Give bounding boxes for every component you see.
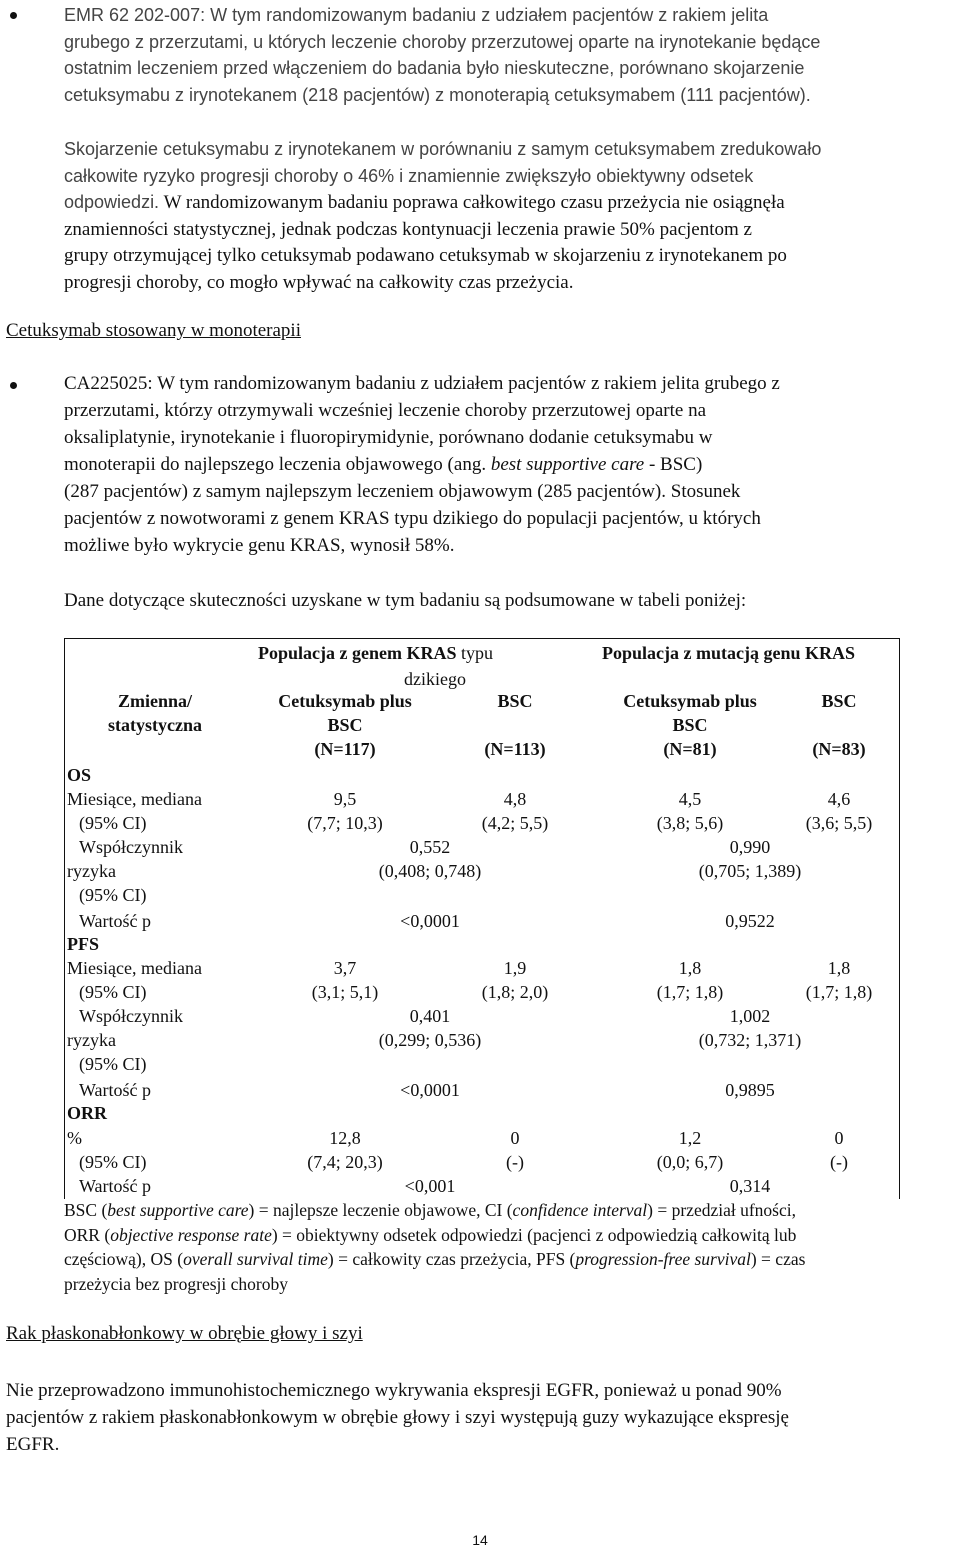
row-label: Miesiące, mediana — [67, 958, 202, 978]
col-header-cetux-wild — [255, 689, 435, 737]
intro-bullet-paragraph — [64, 2, 944, 108]
text-line: cetuksymabu z irynotekanem (218 pacjentów) z monoterapią cetuksymabem (111 pacjentów). — [64, 84, 811, 105]
table-cell: 0,9895 — [725, 1080, 775, 1100]
text-line: EGFR. — [6, 1434, 60, 1455]
row-label: % — [67, 1128, 82, 1148]
table-cell: (7,4; 20,3) — [307, 1152, 383, 1172]
table-footnote — [64, 1198, 960, 1296]
table-cell: (3,8; 5,6) — [656, 813, 724, 833]
text-line: możliwe było wykrycie genu KRAS, wynosił 58%. — [64, 535, 455, 556]
results-table — [64, 638, 900, 1199]
table-cell: 1,2 — [678, 1128, 702, 1148]
n-cell: (N=81) — [663, 739, 717, 759]
table-cell: 1,9 — [503, 958, 527, 978]
text-run: częściową), OS ( — [64, 1249, 184, 1269]
table-cell: 12,8 — [329, 1128, 361, 1148]
section-heading-monotherapy: Cetuksymab stosowany w monoterapii — [6, 320, 301, 341]
n-cell: (N=117) — [314, 739, 376, 759]
text-run: W randomizowanym badaniu poprawa całkowitego czasu przeżycia nie osiągnęła — [163, 192, 785, 213]
text-line: pacjentów z nowotworami z genem KRAS typu dzikiego do populacji pacjentów, u których — [64, 508, 761, 529]
row-label: Współczynnik — [79, 837, 183, 857]
table-cell: 3,7 — [333, 958, 357, 978]
table-cell: (4,2; 5,5) — [481, 813, 549, 833]
table-cell: (-) — [506, 1152, 524, 1172]
n-cell: (N=83) — [812, 739, 866, 759]
text-line: pacjentów z rakiem płaskonabłonkowym w obrębie głowy i szyi występują guzy wykazujące ekspresję — [6, 1407, 789, 1428]
italic-term: overall survival time — [183, 1249, 328, 1269]
row-label: (95% CI) — [79, 982, 147, 1002]
table-cell: (0,299; 0,536) — [378, 1030, 482, 1050]
section-label-orr: ORR — [67, 1103, 107, 1123]
text-line: grupy otrzymującej tylko cetuksymab podawano cetuksymab w skojarzeniu z irynotekanem po — [64, 245, 787, 266]
bullet-marker — [10, 382, 17, 389]
row-label: (95% CI) — [79, 1152, 147, 1172]
text-line: przeżycia bez progresji choroby — [64, 1273, 288, 1294]
text-run: ) = przedział ufności, — [647, 1200, 796, 1220]
text-line: EMR 62 202-007: W tym randomizowanym badaniu z udziałem pacjentów z rakiem jelita — [64, 5, 769, 25]
text-line: BSC — [672, 715, 708, 735]
text-line: Nie przeprowadzono immunohistochemicznego wykrywania ekspresji EGFR, ponieważ u ponad 90% — [6, 1380, 782, 1401]
text-line: Cetuksymab plus — [278, 691, 412, 711]
bullet-marker — [10, 12, 17, 19]
text-line: grubego z przerzutami, u których leczenie choroby przerzutowej oparte na irynotekanie będące — [64, 31, 821, 52]
n-cell: (N=113) — [484, 739, 546, 759]
table-cell: (1,7; 1,8) — [805, 982, 873, 1002]
table-cell: (0,705; 1,389) — [698, 861, 802, 881]
text-line: znamienności statystycznej, jednak podczas kontynuacji leczenia prawie 50% pacjentom z — [64, 218, 752, 240]
table-cell: 0,401 — [409, 1006, 451, 1026]
table-cell: (1,8; 2,0) — [481, 982, 549, 1002]
table-cell: 0,314 — [729, 1176, 771, 1196]
table-cell: 4,8 — [503, 789, 527, 809]
table-cell: 9,5 — [333, 789, 357, 809]
row-label: Współczynnik — [79, 1006, 183, 1026]
table-cell: (7,7; 10,3) — [307, 813, 383, 833]
table-cell: (3,6; 5,5) — [805, 813, 873, 833]
table-cell: 4,6 — [827, 789, 851, 809]
table-cell: 1,8 — [827, 958, 851, 978]
row-label: ryzyka — [67, 861, 116, 881]
table-cell: <0,001 — [404, 1176, 456, 1196]
group-header-mutant-kras: Populacja z mutacją genu KRAS — [602, 643, 855, 663]
text-run: ) = całkowity czas przeżycia, PFS ( — [327, 1249, 576, 1269]
section-label-pfs: PFS — [67, 934, 100, 954]
text-run: - BSC) — [644, 454, 703, 475]
table-cell: 0,990 — [729, 837, 771, 857]
italic-term: confidence interval — [512, 1200, 648, 1220]
text-run: ) = najlepsze leczenie objawowe, CI ( — [248, 1200, 513, 1220]
col-header-bsc-wild: BSC — [497, 691, 533, 711]
text-line — [64, 1198, 960, 1223]
text-line: statystyczna — [108, 715, 202, 735]
variable-header — [65, 689, 245, 737]
table-cell: 0,552 — [409, 837, 451, 857]
text-run: ORR ( — [64, 1224, 111, 1245]
table-cell: <0,0001 — [400, 911, 460, 931]
text-line: przerzutami, którzy otrzymywali wcześniej leczenie choroby przerzutowej oparte na — [64, 400, 707, 421]
text-line: (287 pacjentów) z samym najlepszym leczeniem objawowym (285 pacjentów). Stosunek — [64, 481, 741, 502]
row-label: Miesiące, mediana — [67, 789, 202, 809]
table-cell: 1,8 — [678, 958, 702, 978]
row-label: Wartość p — [79, 1080, 152, 1100]
intro-paragraph — [64, 136, 954, 296]
head-neck-paragraph — [6, 1377, 960, 1458]
table-cell: (0,408; 0,748) — [378, 861, 482, 881]
table-cell: 0 — [510, 1128, 520, 1148]
col-header-cetux-mutant — [600, 689, 780, 737]
text-run: typu — [456, 643, 493, 663]
group-header-wild-kras — [258, 641, 588, 665]
group-header-wild-kras-line2: dzikiego — [404, 669, 466, 689]
section-label-os: OS — [67, 765, 92, 785]
text-line: Zmienna/ — [117, 691, 192, 711]
text-run: ) = czas — [750, 1249, 806, 1269]
text-line: Skojarzenie cetuksymabu z irynotekanem w porównaniu z samym cetuksymabem zredukowało — [64, 139, 822, 159]
text-line — [64, 1223, 960, 1248]
row-label: Wartość p — [79, 911, 152, 931]
col-header-bsc-mutant: BSC — [821, 691, 857, 711]
table-cell: (0,0; 6,7) — [656, 1152, 724, 1172]
text-line — [64, 451, 954, 478]
table-cell: 0,9522 — [725, 911, 775, 931]
table-cell: (-) — [830, 1152, 848, 1172]
row-label: ryzyka — [67, 1030, 116, 1050]
italic-term: objective response rate — [110, 1224, 272, 1245]
table-cell: (1,7; 1,8) — [656, 982, 724, 1002]
table-cell: (3,1; 5,1) — [311, 982, 379, 1002]
row-label: (95% CI) — [79, 1054, 147, 1074]
text-line: BSC — [327, 715, 363, 735]
text-line — [64, 1247, 960, 1272]
italic-term: best supportive care — [107, 1200, 249, 1220]
row-label: (95% CI) — [79, 885, 147, 905]
table-cell: 1,002 — [729, 1006, 771, 1026]
text-run: Populacja z genem KRAS — [258, 643, 457, 663]
text-line: Cetuksymab plus — [623, 691, 757, 711]
text-line: ostatnim leczeniem przed włączeniem do badania było nieskuteczne, porównano skojarzenie — [64, 58, 805, 78]
text-run: monoterapii do najlepszego leczenia objawowego (ang. — [64, 454, 491, 475]
section-heading-head-neck: Rak płaskonabłonkowy w obrębie głowy i szyi — [6, 1323, 363, 1344]
table-intro-text: Dane dotyczące skuteczności uzyskane w tym badaniu są podsumowane w tabeli poniżej: — [64, 590, 747, 611]
text-line: CA225025: W tym randomizowanym badaniu z udziałem pacjentów z rakiem jelita grubego z — [64, 373, 780, 394]
text-run: BSC ( — [64, 1200, 108, 1220]
italic-term: best supportive care — [490, 454, 645, 475]
monotherapy-bullet-paragraph — [64, 370, 954, 559]
table-cell: <0,0001 — [400, 1080, 460, 1100]
row-label: Wartość p — [79, 1176, 152, 1196]
text-line: oksaliplatynie, irynotekanie i fluoropirymidynie, porównano dodanie cetuksymabu w — [64, 427, 713, 448]
text-line — [64, 189, 954, 217]
text-run: odpowiedzi. — [64, 192, 160, 212]
table-cell: 4,5 — [678, 789, 702, 809]
page-number: 14 — [472, 1532, 488, 1548]
italic-term: progression-free survival — [575, 1249, 751, 1269]
text-line: progresji choroby, co mogło wpływać na całkowity czas przeżycia. — [64, 271, 574, 293]
row-label: (95% CI) — [79, 813, 147, 833]
text-line: całkowite ryzyko progresji choroby o 46% i znamiennie zwiększyło obiektywny odsetek — [64, 165, 754, 186]
table-cell: (0,732; 1,371) — [698, 1030, 802, 1050]
table-cell: 0 — [834, 1128, 844, 1148]
text-run: ) = obiektywny odsetek odpowiedzi (pacjenci z odpowiedzią całkowitą lub — [271, 1224, 797, 1245]
